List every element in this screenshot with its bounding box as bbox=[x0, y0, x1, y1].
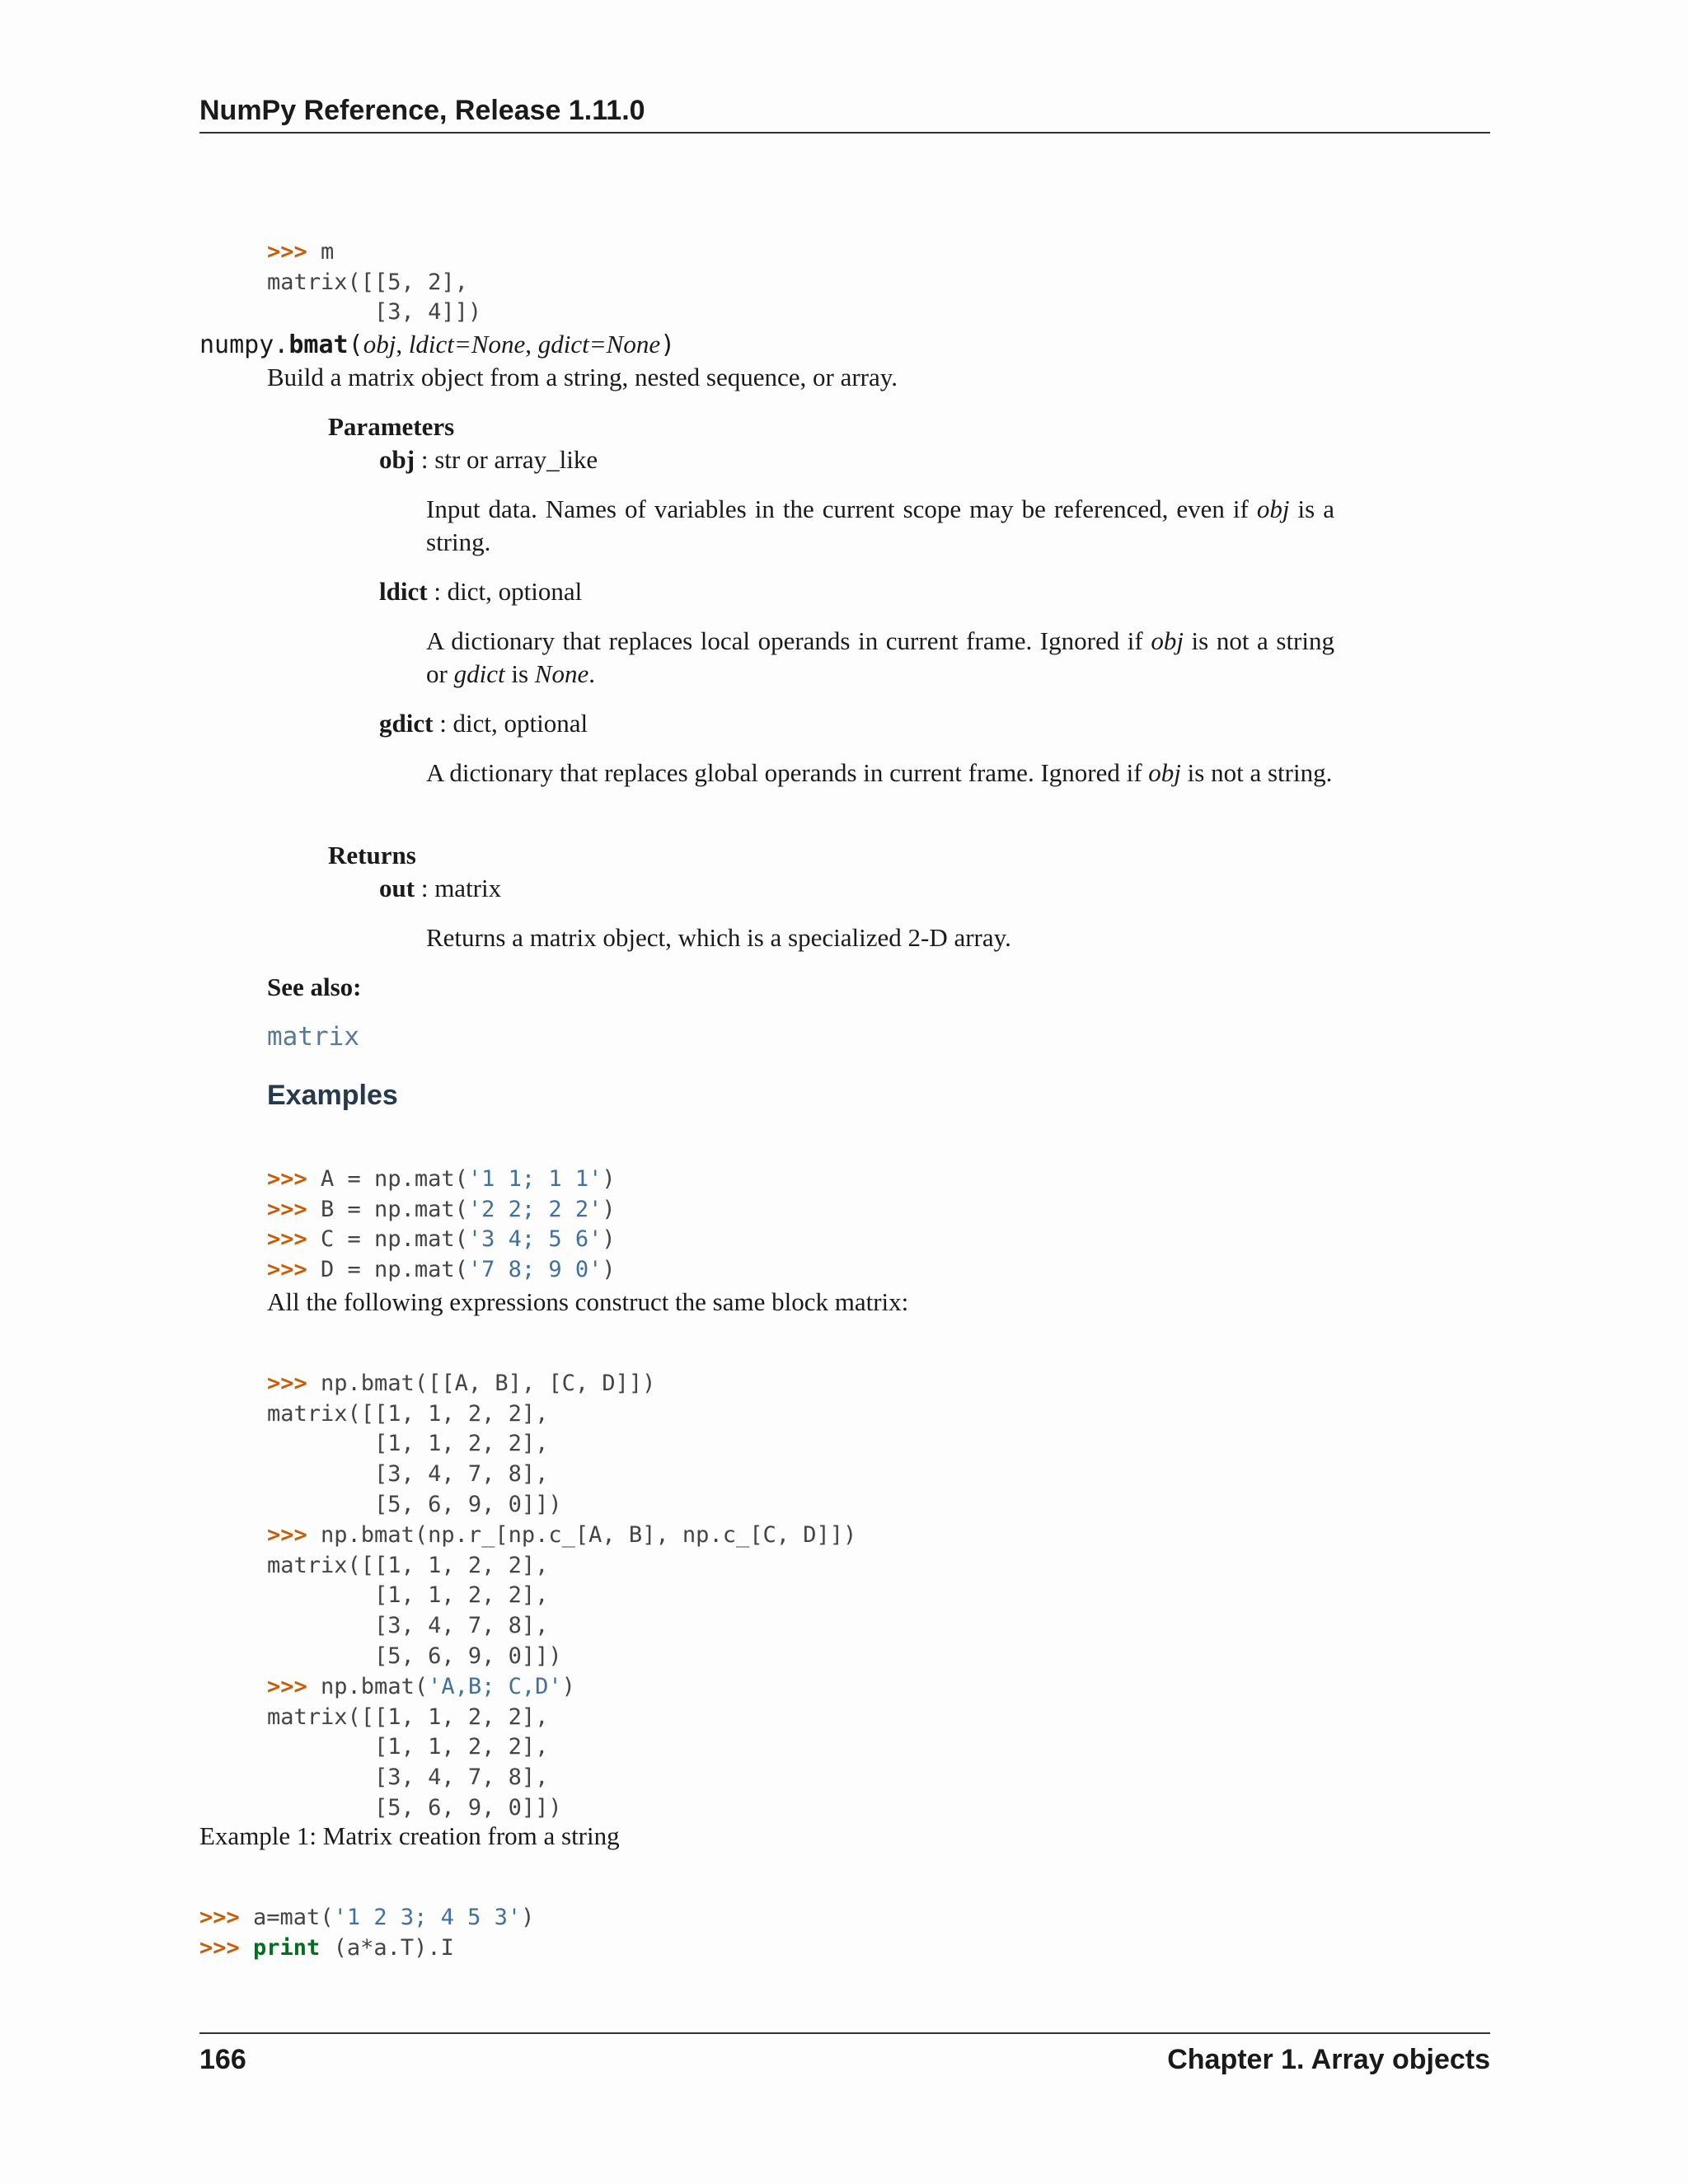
returns-heading: Returns bbox=[328, 841, 416, 869]
parameters-heading: Parameters bbox=[328, 412, 455, 441]
document-page bbox=[199, 0, 1490, 2184]
code-line: matrix([[1, 1, 2, 2], bbox=[267, 1552, 549, 1578]
code-line: >>> a=mat('1 2 3; 4 5 3') bbox=[199, 1904, 535, 1930]
examples-heading: Examples bbox=[267, 1080, 398, 1111]
see-also-heading: See also: bbox=[267, 972, 362, 1001]
param-ldict-description: A dictionary that replaces local operands in current frame. Ignored if obj is not a string or gdict is None. bbox=[426, 626, 1334, 688]
param-gdict-description: A dictionary that replaces global operands in current frame. Ignored if obj is not a string. bbox=[426, 758, 1333, 787]
code-line: matrix([[5, 2], bbox=[267, 269, 468, 295]
function-signature: numpy.bmat(obj, ldict=None, gdict=None) bbox=[199, 330, 676, 359]
see-also-matrix-link[interactable]: matrix bbox=[267, 1022, 359, 1052]
example1-code-block bbox=[199, 1872, 534, 1963]
page-number: 166 bbox=[199, 2044, 246, 2075]
param-obj: obj : str or array_like bbox=[379, 445, 598, 474]
return-out-description: Returns a matrix object, which is a specialized 2-D array. bbox=[426, 923, 1011, 952]
param-gdict: gdict : dict, optional bbox=[379, 709, 588, 738]
code-line: >>> D = np.mat('7 8; 9 0') bbox=[267, 1257, 616, 1283]
code-line: [5, 6, 9, 0]]) bbox=[267, 1491, 562, 1517]
code-line: [5, 6, 9, 0]]) bbox=[267, 1643, 562, 1669]
code-line: >>> np.bmat('A,B; C,D') bbox=[267, 1673, 575, 1699]
code-line: matrix([[1, 1, 2, 2], bbox=[267, 1400, 549, 1427]
running-header bbox=[199, 92, 1490, 134]
code-line: [3, 4, 7, 8], bbox=[267, 1765, 549, 1791]
function-summary: Build a matrix object from a string, nested sequence, or array. bbox=[267, 363, 898, 391]
header-title: NumPy Reference, Release 1.11.0 bbox=[199, 95, 645, 126]
bmat-examples-code-block bbox=[267, 1338, 856, 1824]
code-line: >>> C = np.mat('3 4; 5 6') bbox=[267, 1226, 616, 1253]
definitions-code-block bbox=[267, 1134, 616, 1286]
code-line: [3, 4, 7, 8], bbox=[267, 1613, 549, 1639]
top-code-block bbox=[267, 207, 481, 328]
code-line: matrix([[1, 1, 2, 2], bbox=[267, 1704, 549, 1730]
param-ldict: ldict : dict, optional bbox=[379, 577, 583, 606]
chapter-title: Chapter 1. Array objects bbox=[1167, 2044, 1490, 2075]
code-line: >>> A = np.mat('1 1; 1 1') bbox=[267, 1165, 616, 1192]
code-line: [5, 6, 9, 0]]) bbox=[267, 1794, 562, 1821]
code-line: [3, 4]]) bbox=[267, 299, 482, 326]
param-obj-description: Input data. Names of variables in the current scope may be referenced, even if obj is a string. bbox=[426, 494, 1334, 556]
code-line: >>> np.bmat(np.r_[np.c_[A, B], np.c_[C, D]]) bbox=[267, 1521, 857, 1548]
running-footer bbox=[199, 2032, 1490, 2080]
code-line: [1, 1, 2, 2], bbox=[267, 1734, 549, 1760]
example1-caption: Example 1: Matrix creation from a string bbox=[199, 1821, 620, 1850]
function-name: bmat bbox=[288, 330, 349, 359]
code-line: >>> print (a*a.T).I bbox=[199, 1934, 454, 1961]
code-line: [1, 1, 2, 2], bbox=[267, 1582, 549, 1609]
code-line: >>> np.bmat([[A, B], [C, D]]) bbox=[267, 1370, 656, 1396]
return-out: out : matrix bbox=[379, 874, 502, 902]
code-line: [3, 4, 7, 8], bbox=[267, 1461, 549, 1488]
code-line: [1, 1, 2, 2], bbox=[267, 1431, 549, 1457]
examples-intro: All the following expressions construct the same block matrix: bbox=[267, 1287, 909, 1316]
code-line: >>> m bbox=[267, 238, 335, 265]
code-line: >>> B = np.mat('2 2; 2 2') bbox=[267, 1196, 616, 1222]
